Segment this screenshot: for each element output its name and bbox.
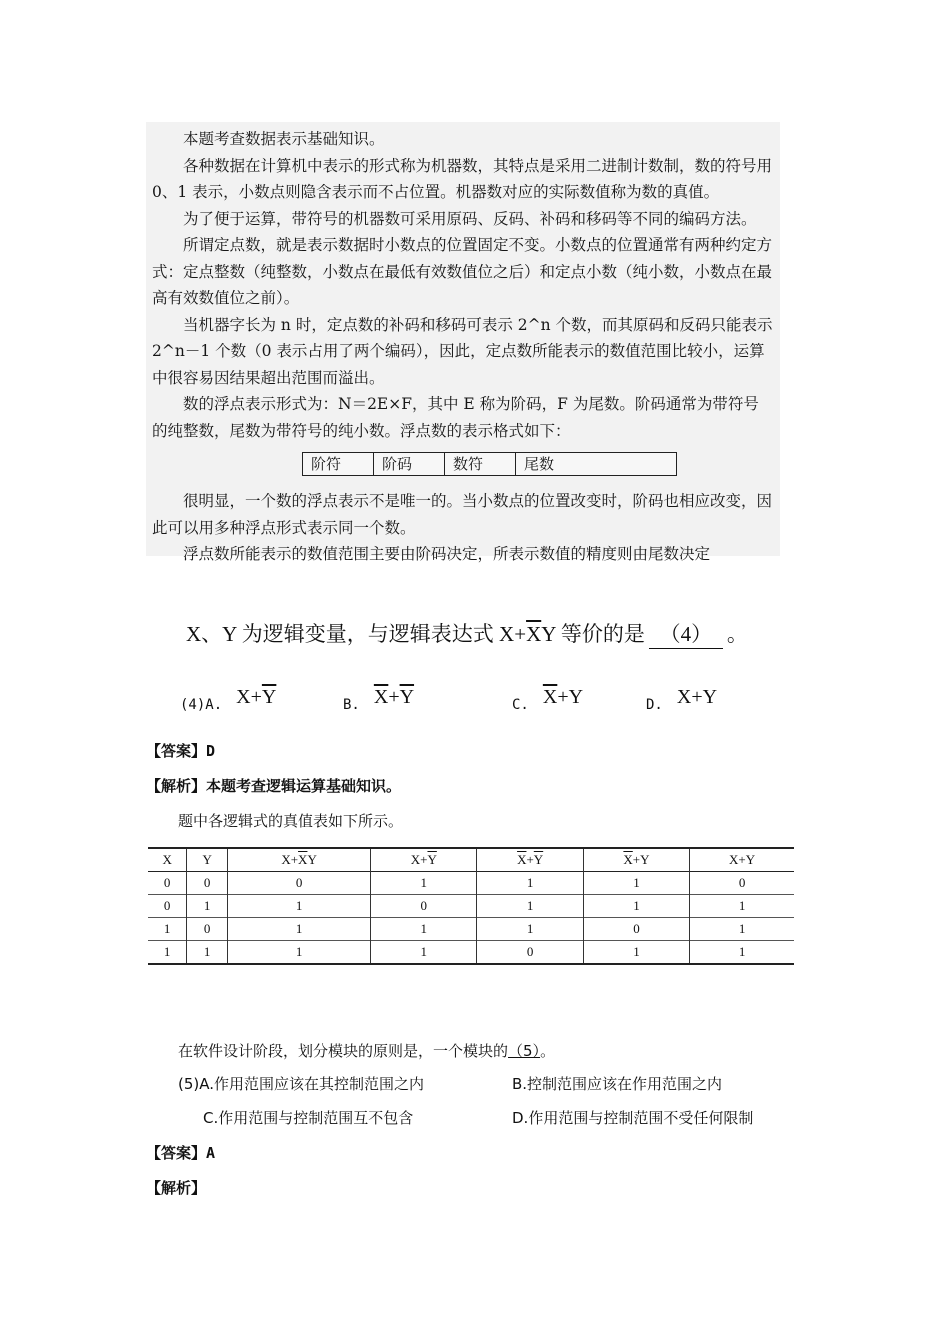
header-cell: $\overline{X}+\overline{Y}$ bbox=[477, 848, 583, 872]
q4-option-a bbox=[180, 686, 277, 715]
table-row: 1 1 1 1 0 1 1 bbox=[148, 941, 794, 965]
question-5-stem: 在软件设计阶段，划分模块的原则是，一个模块的（5）。 bbox=[178, 1042, 556, 1060]
table-row: 1 0 1 1 1 0 1 bbox=[148, 918, 794, 941]
float-format-figure bbox=[152, 444, 774, 488]
option-expression: $\overline{X}+\overline{Y}$ bbox=[373, 686, 415, 708]
question-4-stem bbox=[186, 618, 748, 649]
q5-blank: （5） bbox=[508, 1042, 541, 1060]
header-cell: X+Y bbox=[690, 848, 794, 872]
truth-table-header bbox=[148, 848, 794, 872]
scan-paragraph: 为了便于运算，带符号的机器数可采用原码、反码、补码和移码等不同的编码方法。 bbox=[183, 209, 757, 228]
scan-paragraph: 所谓定点数，就是表示数据时小数点的位置固定不变。小数点的位置通常有两种约定方式：定点整数（纯整数，小数点在最低有效数值位之后）和定点小数（纯小数，小数点在最高有效数值位之前）。 bbox=[152, 236, 773, 307]
q4-answer: 【答案】D bbox=[146, 742, 216, 760]
option-label: B. bbox=[343, 697, 360, 713]
option-expression: X+Y bbox=[676, 686, 718, 708]
scan-paragraph: 当机器字长为 n 时，定点数的补码和移码可表示 2^n 个数，而其原码和反码只能表示 2^n－1 个数（0 表示占用了两个编码），因此，定点数所能表示的数值范围比较小，运算中很容易因结果超出范围而溢出。 bbox=[152, 315, 773, 387]
q4-option-b bbox=[343, 686, 415, 715]
scan-paragraph: 各种数据在计算机中表示的形式称为机器数，其特点是采用二进制计数制，数的符号用 0、1 表示，小数点则隐含表示而不占位置。机器数对应的实际数值称为数的真值。 bbox=[152, 156, 773, 201]
header-cell: $\overline{X}+Y$ bbox=[583, 848, 689, 872]
scan-paragraph: 浮点数所能表示的数值范围主要由阶码决定，所表示数值的精度则由尾数决定 bbox=[183, 545, 711, 563]
truth-table bbox=[148, 847, 794, 965]
option-label: D. bbox=[646, 697, 663, 713]
q4-option-d bbox=[646, 686, 718, 715]
q5-analysis: 【解析】 bbox=[146, 1179, 207, 1197]
table-row: 0 1 1 0 1 1 1 bbox=[148, 895, 794, 918]
float-format-table bbox=[302, 452, 677, 476]
q5-option-b: B.控制范围应该在作用范围之内 bbox=[512, 1075, 723, 1093]
q4-suffix: 。 bbox=[726, 622, 748, 646]
q4-prefix: X、Y 为逻辑变量，与逻辑表达式 X+ bbox=[186, 622, 527, 646]
scanned-explanation bbox=[146, 122, 780, 563]
q4-option-c bbox=[512, 686, 584, 715]
q5-option-d: D.作用范围与控制范围不受任何限制 bbox=[512, 1109, 754, 1127]
q5-option-a: (5)A.作用范围应该在其控制范围之内 bbox=[178, 1075, 425, 1093]
header-cell: Y bbox=[187, 848, 228, 872]
option-expression: $X+\overline{Y}$ bbox=[236, 686, 277, 708]
option-label: C. bbox=[512, 697, 529, 713]
format-cell: 阶符 bbox=[303, 453, 374, 476]
q4-blank: （4） bbox=[649, 618, 723, 649]
q5-option-c: C.作用范围与控制范围互不包含 bbox=[203, 1109, 414, 1127]
scan-paragraph: 数的浮点表示形式为：N＝2E×F，其中 E 称为阶码，F 为尾数。阶码通常为带符号的纯整数，尾数为带符号的纯小数。浮点数的表示格式如下： bbox=[152, 395, 759, 440]
option-label: (4)A. bbox=[180, 697, 223, 713]
q4-analysis: 【解析】本题考查逻辑运算基础知识。 bbox=[146, 777, 402, 795]
option-expression: $\overline{X}+Y$ bbox=[542, 686, 584, 708]
table-row: 0 0 0 1 1 1 0 bbox=[148, 872, 794, 895]
q4-mid: Y 等价的是 bbox=[541, 622, 645, 646]
q5-answer: 【答案】A bbox=[146, 1144, 216, 1162]
header-cell: X bbox=[162, 852, 172, 867]
format-cell: 尾数 bbox=[516, 453, 677, 476]
format-cell: 数符 bbox=[445, 453, 516, 476]
scan-paragraph: 很明显，一个数的浮点表示不是唯一的。当小数点的位置改变时，阶码也相应改变，因此可以用多种浮点形式表示同一个数。 bbox=[152, 492, 773, 537]
q4-table-intro: 题中各逻辑式的真值表如下所示。 bbox=[178, 812, 404, 830]
header-cell: $X+\overline{Y}$ bbox=[371, 848, 477, 872]
header-cell: $X+\overline{X}Y$ bbox=[228, 848, 371, 872]
scan-paragraph: 本题考查数据表示基础知识。 bbox=[183, 130, 385, 148]
format-cell: 阶码 bbox=[374, 453, 445, 476]
q4-xbar: $\overline{X}$ bbox=[526, 622, 542, 646]
